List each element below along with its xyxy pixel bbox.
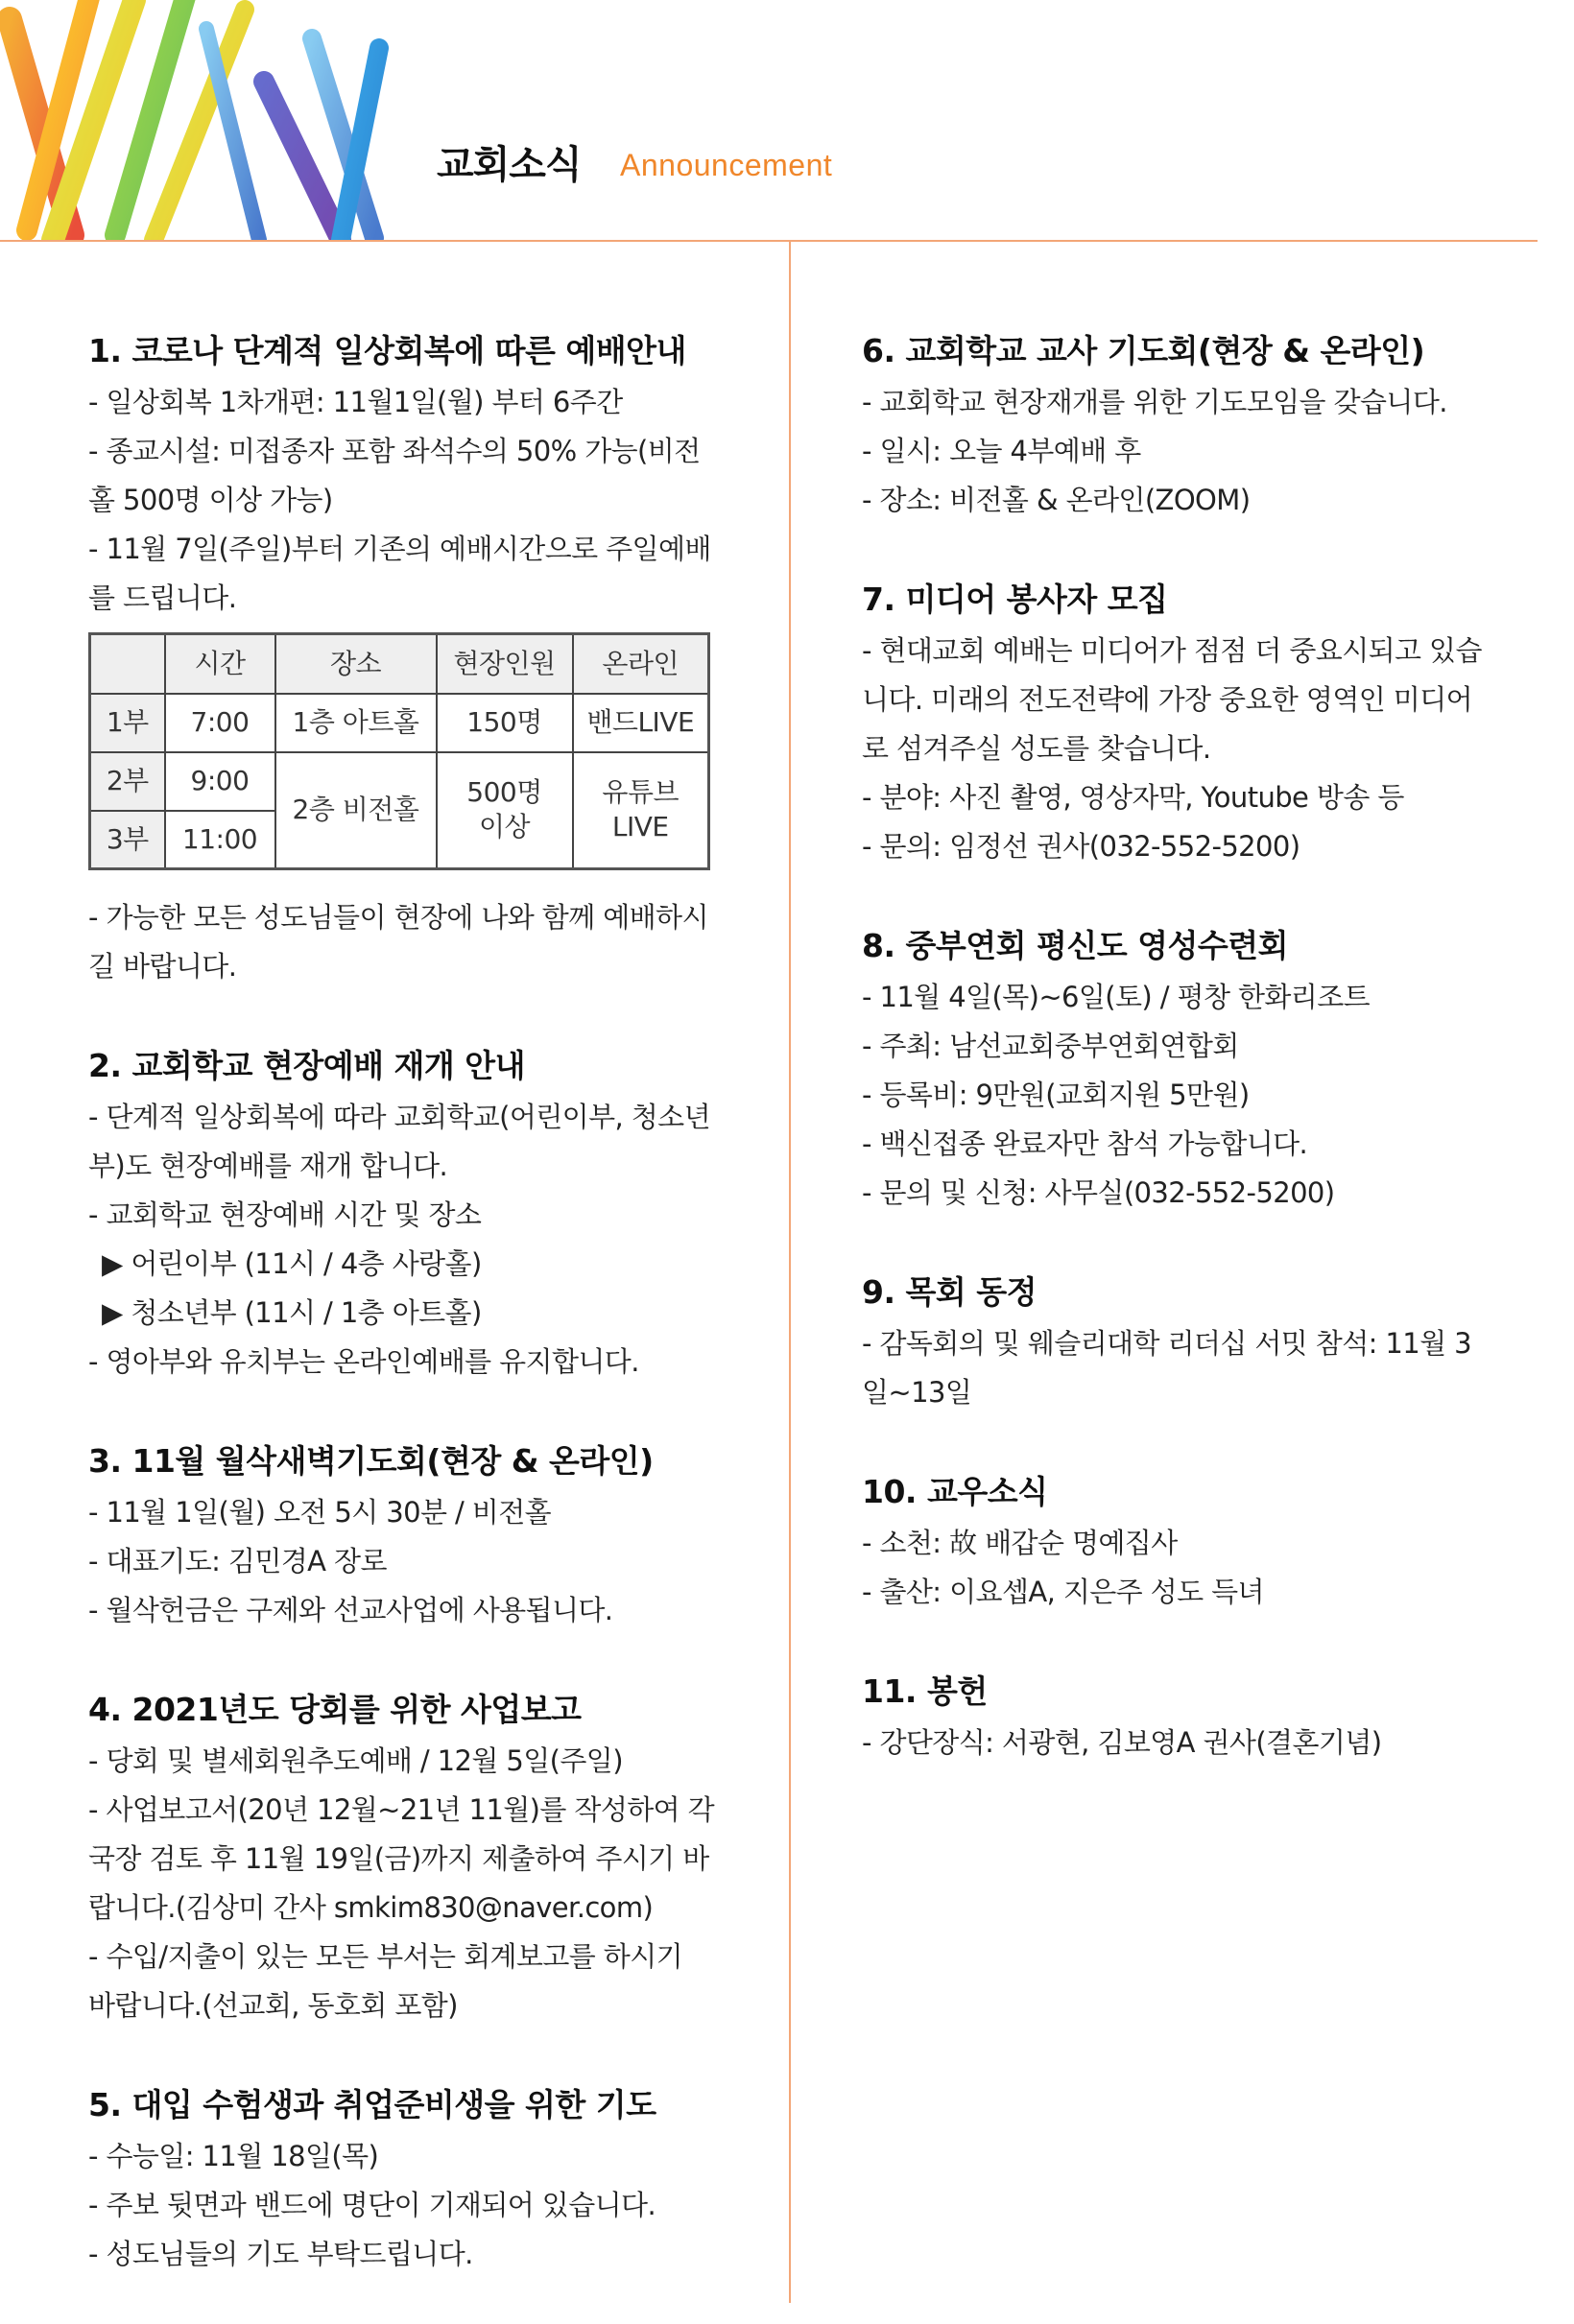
- announcement-2: [88, 1039, 731, 1387]
- announcement-line: - 일시: 오늘 4부예배 후: [862, 435, 1141, 467]
- announcement-6: [862, 324, 1514, 525]
- page-title: 교회소식: [437, 143, 582, 187]
- announcement-line: - 주보 뒷면과 밴드에 명단이 기재되어 있습니다.: [88, 2189, 656, 2221]
- table-header-cell: 장소: [275, 634, 437, 694]
- announcement-line: 를 드립니다.: [88, 581, 237, 614]
- left-column: [88, 324, 731, 2324]
- right-column: [862, 324, 1514, 1815]
- announcement-line: 바랍니다.(선교회, 동호회 포함): [88, 1989, 458, 2022]
- announcement-line: - 감독회의 및 웨슬리대학 리더십 서밋 참석: 11월 3: [862, 1327, 1471, 1360]
- announcement-line: - 문의 및 신청: 사무실(032-552-5200): [862, 1176, 1335, 1209]
- announcement-line: - 문의: 임정선 권사(032-552-5200): [862, 830, 1300, 863]
- announcement-11: [862, 1665, 1514, 1767]
- table-row-label: 3부: [90, 811, 165, 869]
- table-cell-line: 이상: [478, 811, 531, 843]
- announcement-line: - 등록비: 9만원(교회지원 5만원): [862, 1079, 1250, 1111]
- table-row-label: 1부: [90, 694, 165, 752]
- announcement-title: 7. 미디어 봉사자 모집: [862, 581, 1168, 618]
- announcement-3: [88, 1435, 731, 1635]
- announcement-title: 10. 교우소식: [862, 1473, 1048, 1510]
- header-divider: [0, 240, 1538, 242]
- table-cell-people: [437, 752, 573, 869]
- announcement-line: - 월삭헌금은 구제와 선교사업에 사용됩니다.: [88, 1594, 613, 1626]
- announcement-title: 3. 11월 월삭새벽기도회(현장 & 온라인): [88, 1442, 654, 1480]
- table-cell-place: 2층 비전홀: [275, 752, 437, 869]
- announcement-line: - 당회 및 별세회원추도예배 / 12월 5일(주일): [88, 1744, 623, 1777]
- announcement-line: - 11월 4일(목)~6일(토) / 평창 한화리조트: [862, 981, 1371, 1013]
- announcement-line: - 분야: 사진 촬영, 영상자막, Youtube 방송 등: [862, 781, 1404, 814]
- announcement-line: - 수입/지출이 있는 모든 부서는 회계보고를 하시기: [88, 1940, 683, 1973]
- table-header-row: [90, 634, 709, 694]
- announcement-line: - 교회학교 현장예배 시간 및 장소: [88, 1198, 482, 1231]
- announcement-title: 1. 코로나 단계적 일상회복에 따른 예배안내: [88, 332, 686, 369]
- table-cell-people: 150명: [437, 694, 573, 752]
- announcement-line: - 성도님들의 기도 부탁드립니다.: [88, 2238, 473, 2270]
- table-row: [90, 694, 709, 752]
- table-cell-online: [573, 752, 709, 869]
- announcement-title: 5. 대입 수험생과 취업준비생을 위한 기도: [88, 2086, 656, 2123]
- announcement-line: 부)도 현장예배를 재개 합니다.: [88, 1150, 448, 1182]
- table-cell-line: LIVE: [611, 811, 669, 843]
- announcement-line: - 11월 1일(월) 오전 5시 30분 / 비전홀: [88, 1496, 552, 1529]
- announcement-line: ▶ 청소년부 (11시 / 1층 아트홀): [102, 1296, 482, 1329]
- announcement-line: - 주최: 남선교회중부연회연합회: [862, 1030, 1239, 1062]
- table-header-cell: 시간: [165, 634, 275, 694]
- table-cell-time: 7:00: [165, 694, 275, 752]
- page-subtitle: Announcement: [620, 148, 833, 182]
- announcement-line: - 종교시설: 미접종자 포함 좌석수의 50% 가능(비전: [88, 435, 701, 467]
- announcement-line: 니다. 미래의 전도전략에 가장 중요한 영역인 미디어: [862, 683, 1473, 716]
- table-row: [90, 752, 709, 811]
- announcement-line: 일~13일: [862, 1376, 972, 1409]
- table-header-cell: 온라인: [573, 634, 709, 694]
- announcement-line: - 단계적 일상회복에 따라 교회학교(어린이부, 청소년: [88, 1101, 710, 1133]
- announcement-title: 9. 목회 동정: [862, 1273, 1037, 1311]
- announcement-1: [88, 324, 731, 991]
- announcement-line: 길 바랍니다.: [88, 950, 237, 983]
- announcement-line: - 강단장식: 서광현, 김보영A 권사(결혼기념): [862, 1726, 1382, 1759]
- announcement-4: [88, 1683, 731, 2030]
- table-cell-time: 11:00: [165, 811, 275, 869]
- table-cell-line: 유튜브: [602, 776, 680, 809]
- table-cell-online: 밴드LIVE: [573, 694, 709, 752]
- table-cell-time: 9:00: [165, 752, 275, 811]
- table-cell-place: 1층 아트홀: [275, 694, 437, 752]
- page-header: [0, 0, 1574, 242]
- announcement-line: - 교회학교 현장재개를 위한 기도모임을 갖습니다.: [862, 386, 1447, 418]
- worship-schedule-table: [88, 632, 710, 870]
- announcement-7: [862, 573, 1514, 871]
- announcement-8: [862, 919, 1514, 1218]
- announcement-line: - 현대교회 예배는 미디어가 점점 더 중요시되고 있습: [862, 634, 1482, 667]
- announcement-line: - 영아부와 유치부는 온라인예배를 유지합니다.: [88, 1345, 639, 1378]
- announcement-title: 11. 봉헌: [862, 1672, 988, 1710]
- announcement-line: - 사업보고서(20년 12월~21년 11월)를 작성하여 각: [88, 1793, 715, 1826]
- announcement-10: [862, 1465, 1514, 1617]
- announcement-line: 홀 500명 이상 가능): [88, 484, 333, 516]
- announcement-line: 국장 검토 후 11월 19일(금)까지 제출하여 주시기 바: [88, 1842, 709, 1875]
- announcement-line: - 11월 7일(주일)부터 기존의 예배시간으로 주일예배: [88, 533, 711, 565]
- announcement-line: - 출산: 이요셉A, 지은주 성도 득녀: [862, 1576, 1264, 1608]
- announcement-title: 4. 2021년도 당회를 위한 사업보고: [88, 1691, 582, 1728]
- table-row-label: 2부: [90, 752, 165, 811]
- table-header-cell: 현장인원: [437, 634, 573, 694]
- table-cell-line: 500명: [466, 776, 542, 809]
- announcement-line: 로 섬겨주실 성도를 찾습니다.: [862, 732, 1211, 765]
- announcement-line: 랍니다.(김상미 간사 smkim830@naver.com): [88, 1891, 654, 1924]
- announcement-line: - 대표기도: 김민경A 장로: [88, 1545, 387, 1577]
- announcement-line: - 수능일: 11월 18일(목): [88, 2140, 379, 2172]
- announcement-line: - 소천: 故 배갑순 명예집사: [862, 1527, 1178, 1559]
- column-divider: [789, 242, 791, 2303]
- announcement-line: - 가능한 모든 성도님들이 현장에 나와 함께 예배하시: [88, 901, 708, 934]
- announcement-line: ▶ 어린이부 (11시 / 4층 사랑홀): [102, 1247, 482, 1280]
- announcement-title: 2. 교회학교 현장예배 재개 안내: [88, 1047, 525, 1084]
- announcement-line: - 장소: 비전홀 & 온라인(ZOOM): [862, 484, 1251, 516]
- decorative-stripes: [0, 0, 403, 242]
- announcement-line: - 백신접종 완료자만 참석 가능합니다.: [862, 1127, 1308, 1160]
- announcement-5: [88, 2078, 731, 2279]
- announcement-title: 8. 중부연회 평신도 영성수련회: [862, 927, 1288, 964]
- announcement-9: [862, 1266, 1514, 1417]
- table-header-cell: [90, 634, 165, 694]
- announcement-title: 6. 교회학교 교사 기도회(현장 & 온라인): [862, 332, 1425, 369]
- announcement-line: - 일상회복 1차개편: 11월1일(월) 부터 6주간: [88, 386, 623, 418]
